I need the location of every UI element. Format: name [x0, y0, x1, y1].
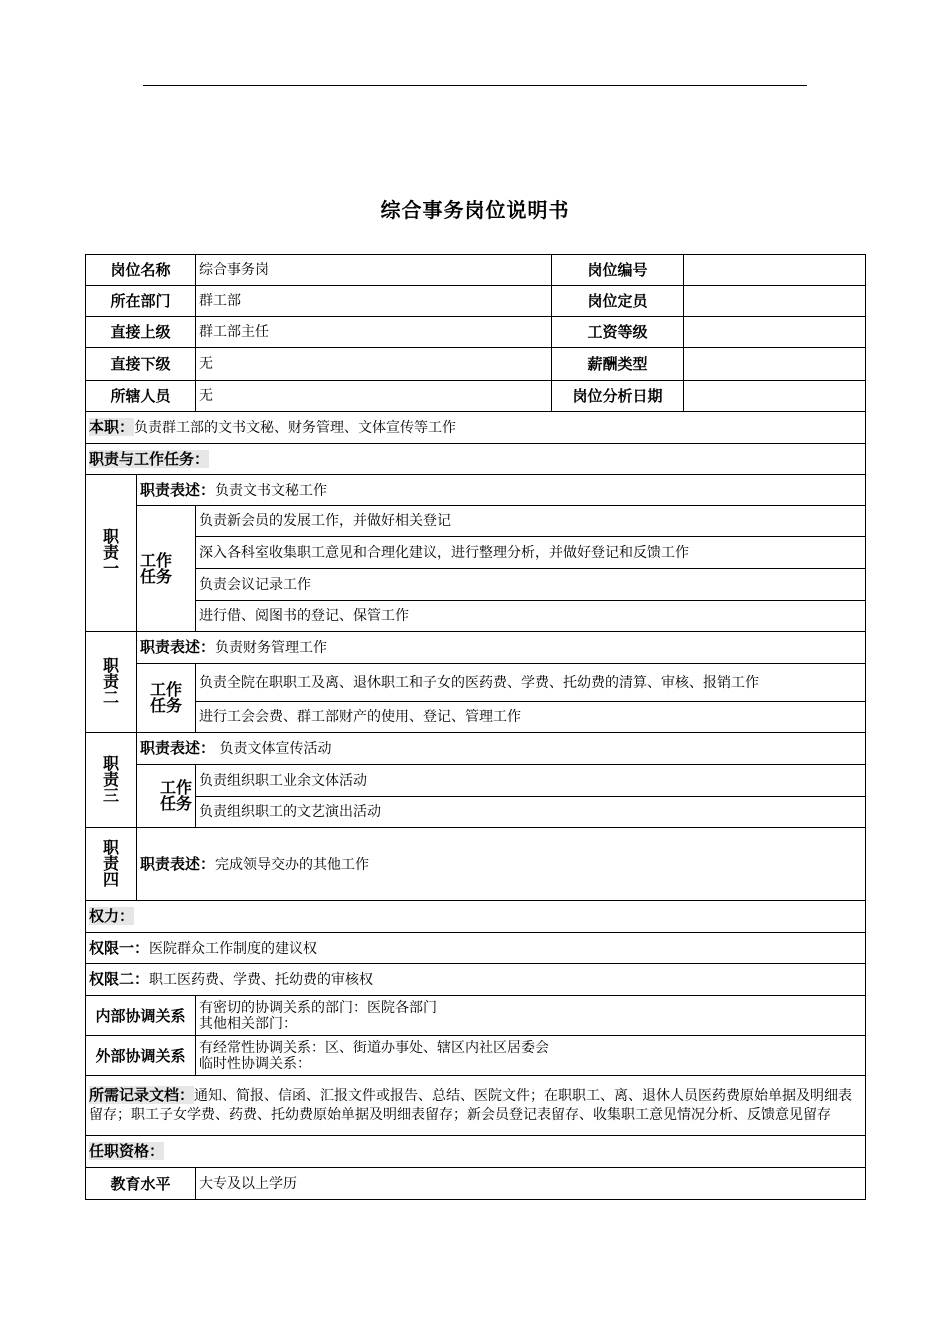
task-item: 深入各科室收集职工意见和合理化建议，进行整理分析，并做好登记和反馈工作 [196, 537, 866, 569]
info-value: 无 [196, 348, 552, 381]
task-row [86, 797, 866, 828]
duty-desc: 负责文体宣传活动 [219, 741, 332, 757]
info-label: 工资等级 [552, 317, 684, 348]
duties-header: 职责与工作任务： [89, 449, 210, 468]
internal-relations-row [86, 996, 866, 1036]
info-label: 岗位分析日期 [552, 381, 684, 412]
records-row [86, 1076, 866, 1136]
records-label: 所需记录文档： [89, 1086, 195, 1104]
job-description-table [85, 254, 866, 1200]
info-value [684, 286, 866, 317]
task-item: 负责新会员的发展工作，并做好相关登记 [196, 506, 866, 537]
authority-text: 医院群众工作制度的建议权 [149, 940, 318, 957]
duty-desc-label: 职责表述： [140, 739, 216, 757]
duty-name: 职 责 四 [86, 828, 137, 901]
duties-header-row [86, 444, 866, 475]
info-label: 岗位名称 [86, 255, 196, 286]
relation-line: 临时性协调关系： [199, 1055, 312, 1072]
authority-label: 权限二： [89, 970, 150, 988]
duty-desc-label: 职责表述： [140, 480, 216, 499]
duty-desc-row [86, 475, 866, 506]
duty-name: 职 责 一 [86, 475, 137, 632]
relation-line: 其他相关部门： [199, 1015, 298, 1032]
task-label: 工作 任务 [137, 506, 196, 632]
task-label: 工作 任务 [137, 664, 196, 733]
authority-row [86, 964, 866, 996]
relation-line: 有经常性协调关系：区、街道办事处、辖区内社区居委会 [199, 1039, 550, 1056]
duty-name: 职 责 二 [86, 632, 137, 733]
authority-label: 权限一： [89, 938, 150, 957]
info-value: 群工部主任 [196, 317, 552, 348]
info-value [684, 317, 866, 348]
task-item: 负责组织职工的文艺演出活动 [196, 797, 866, 828]
external-relations-row [86, 1036, 866, 1076]
authority-row [86, 933, 866, 964]
task-row [86, 506, 866, 537]
info-label: 直接上级 [86, 317, 196, 348]
main-duty-row [86, 412, 866, 444]
duty-desc-label: 职责表述： [140, 638, 216, 656]
info-label: 所辖人员 [86, 381, 196, 412]
records-text: 通知、简报、信函、汇报文件或报告、总结、医院文件；在职职工、离、退休人员医药费原始单据及明细表留存；职工子女学费、药费、托幼费原始单据及明细表留存；新会员登记表留存、收集职工意见情况分析、反馈意见留存 [89, 1088, 853, 1123]
duty-desc-row [86, 733, 866, 765]
education-row [86, 1168, 866, 1200]
info-value: 综合事务岗 [196, 255, 552, 286]
external-relations-label: 外部协调关系 [86, 1036, 196, 1076]
duty-desc-row [86, 828, 866, 901]
qualification-header: 任职资格： [89, 1142, 165, 1160]
task-row [86, 537, 866, 569]
duty-desc: 负责文书文秘工作 [215, 482, 328, 499]
education-label: 教育水平 [86, 1168, 196, 1200]
authority-header: 权力： [89, 907, 135, 925]
education-value: 大专及以上学历 [196, 1168, 866, 1200]
task-row [86, 664, 866, 702]
task-row [86, 765, 866, 797]
info-row [86, 348, 866, 381]
internal-relations-label: 内部协调关系 [86, 996, 196, 1036]
main-duty-label: 本职： [89, 418, 135, 436]
task-item: 进行借、阅图书的登记、保管工作 [196, 601, 866, 632]
duty-desc-row [86, 632, 866, 664]
info-value [684, 255, 866, 286]
info-label: 岗位定员 [552, 286, 684, 317]
relation-line: 有密切的协调关系的部门：医院各部门 [199, 999, 438, 1016]
task-item: 负责全院在职职工及离、退休职工和子女的医药费、学费、托幼费的清算、审核、报销工作 [196, 664, 866, 702]
info-label: 薪酬类型 [552, 348, 684, 381]
duty-desc: 完成领导交办的其他工作 [215, 856, 370, 873]
info-value [684, 381, 866, 412]
info-value [684, 348, 866, 381]
task-item: 进行工会会费、群工部财产的使用、登记、管理工作 [196, 702, 866, 733]
main-duty-text: 负责群工部的文书文秘、财务管理、文体宣传等工作 [134, 420, 457, 436]
duty-desc: 负责财务管理工作 [215, 640, 328, 656]
info-row [86, 317, 866, 348]
info-value: 群工部 [196, 286, 552, 317]
qualification-header-row [86, 1136, 866, 1168]
info-label: 岗位编号 [552, 255, 684, 286]
authority-header-row [86, 901, 866, 933]
task-row [86, 702, 866, 733]
info-row [86, 381, 866, 412]
info-label: 所在部门 [86, 286, 196, 317]
task-row [86, 569, 866, 601]
info-row [86, 286, 866, 317]
info-row [86, 255, 866, 286]
info-label: 直接下级 [86, 348, 196, 381]
task-label: 工作 任务 [137, 765, 196, 828]
duty-name: 职 责 三 [86, 733, 137, 828]
task-row [86, 601, 866, 632]
task-item: 负责会议记录工作 [196, 569, 866, 601]
header-rule [143, 85, 807, 86]
task-item: 负责组织职工业余文体活动 [196, 765, 866, 797]
authority-text: 职工医药费、学费、托幼费的审核权 [149, 972, 374, 988]
document-title: 综合事务岗位说明书 [380, 198, 570, 222]
duty-desc-label: 职责表述： [140, 854, 216, 873]
info-value: 无 [196, 381, 552, 412]
